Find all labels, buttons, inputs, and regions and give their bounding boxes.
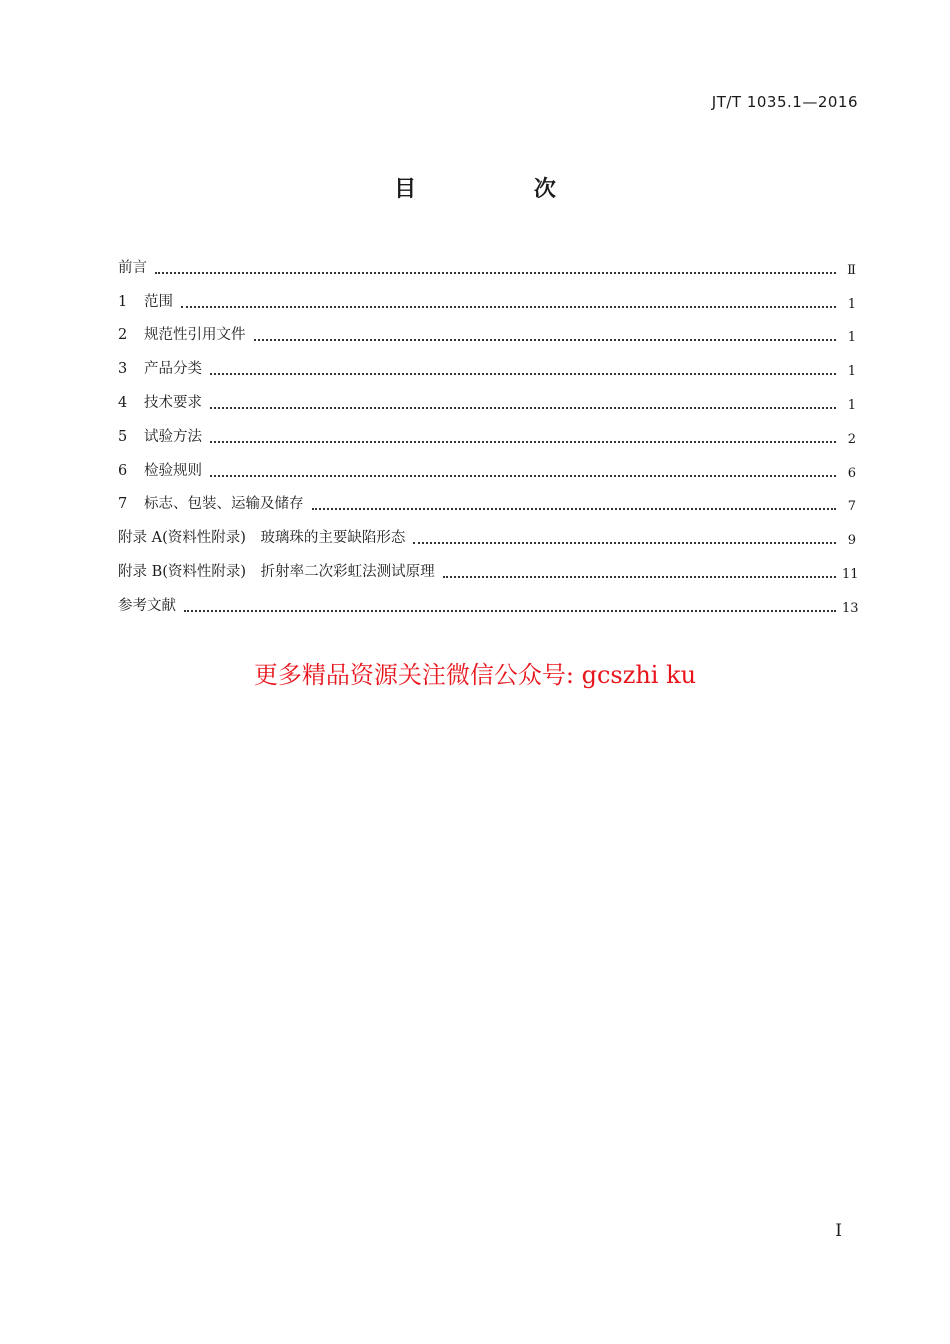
toc-title: 目 次 (394, 177, 611, 202)
toc-entry-page: 9 (847, 533, 856, 549)
page-number: I (835, 1221, 842, 1241)
toc-leader-dots (184, 610, 836, 612)
toc-leader-dots (443, 576, 836, 578)
toc-entry-page: 1 (847, 296, 856, 312)
toc-entry-foreword[interactable] (118, 244, 856, 278)
toc-entry-label: 范围 (144, 293, 173, 310)
toc-entry-label: 检验规则 (144, 462, 202, 479)
toc-entry-label: 标志、包装、运输及储存 (144, 496, 304, 513)
toc-entry-number: 3 (118, 361, 128, 378)
toc-entry-label: 规范性引用文件 (144, 327, 246, 344)
toc-entry-number: 2 (118, 327, 128, 344)
toc-leader-dots (312, 508, 837, 510)
toc-leader-dots (210, 407, 836, 409)
toc-entry-page: 6 (847, 465, 856, 481)
toc-entry-page: 7 (847, 499, 856, 515)
toc-entry-inspection-rules[interactable] (118, 447, 856, 481)
toc-entry-classification[interactable] (118, 345, 856, 379)
toc-entry-label: 前言 (118, 259, 147, 276)
toc-leader-dots (210, 373, 836, 375)
toc-entry-label: 技术要求 (144, 394, 202, 411)
toc-leader-dots (181, 306, 836, 308)
table-of-contents (118, 244, 859, 616)
toc-entry-label: 附录 B(资料性附录) 折射率二次彩虹法测试原理 (118, 563, 435, 580)
toc-entry-page: Ⅱ (847, 262, 856, 278)
toc-entry-number: 5 (118, 428, 128, 445)
toc-entry-number: 7 (118, 496, 128, 513)
toc-entry-label: 产品分类 (144, 361, 202, 378)
toc-entry-scope[interactable] (118, 278, 856, 312)
toc-entry-label: 试验方法 (144, 428, 202, 445)
toc-entry-number: 1 (118, 293, 128, 310)
toc-entry-number: 6 (118, 462, 128, 479)
standard-code: JT/T 1035.1—2016 (711, 93, 858, 111)
toc-leader-dots (254, 339, 837, 341)
toc-entry-annex-b[interactable] (118, 548, 859, 582)
toc-leader-dots (210, 475, 836, 477)
toc-entry-page: 2 (847, 431, 856, 447)
toc-entry-page: 1 (847, 397, 856, 413)
toc-entry-page: 11 (842, 566, 859, 582)
toc-entry-marking-packaging[interactable] (118, 481, 856, 515)
toc-entry-page: 1 (847, 364, 856, 380)
toc-entry-page: 1 (847, 330, 856, 346)
toc-leader-dots (155, 272, 836, 274)
toc-leader-dots (210, 441, 836, 443)
toc-entry-page: 13 (842, 600, 859, 616)
toc-entry-bibliography[interactable] (118, 582, 859, 616)
toc-entry-label: 附录 A(资料性附录) 玻璃珠的主要缺陷形态 (118, 530, 406, 547)
toc-leader-dots (413, 542, 836, 544)
toc-entry-annex-a[interactable] (118, 514, 856, 548)
toc-entry-technical-requirements[interactable] (118, 379, 856, 413)
toc-entry-label: 参考文献 (118, 597, 176, 614)
promo-text: 更多精品资源关注微信公众号: gcszhi ku (253, 661, 697, 689)
toc-entry-normative-references[interactable] (118, 312, 856, 346)
toc-entry-test-methods[interactable] (118, 413, 856, 447)
toc-entry-number: 4 (118, 394, 128, 411)
